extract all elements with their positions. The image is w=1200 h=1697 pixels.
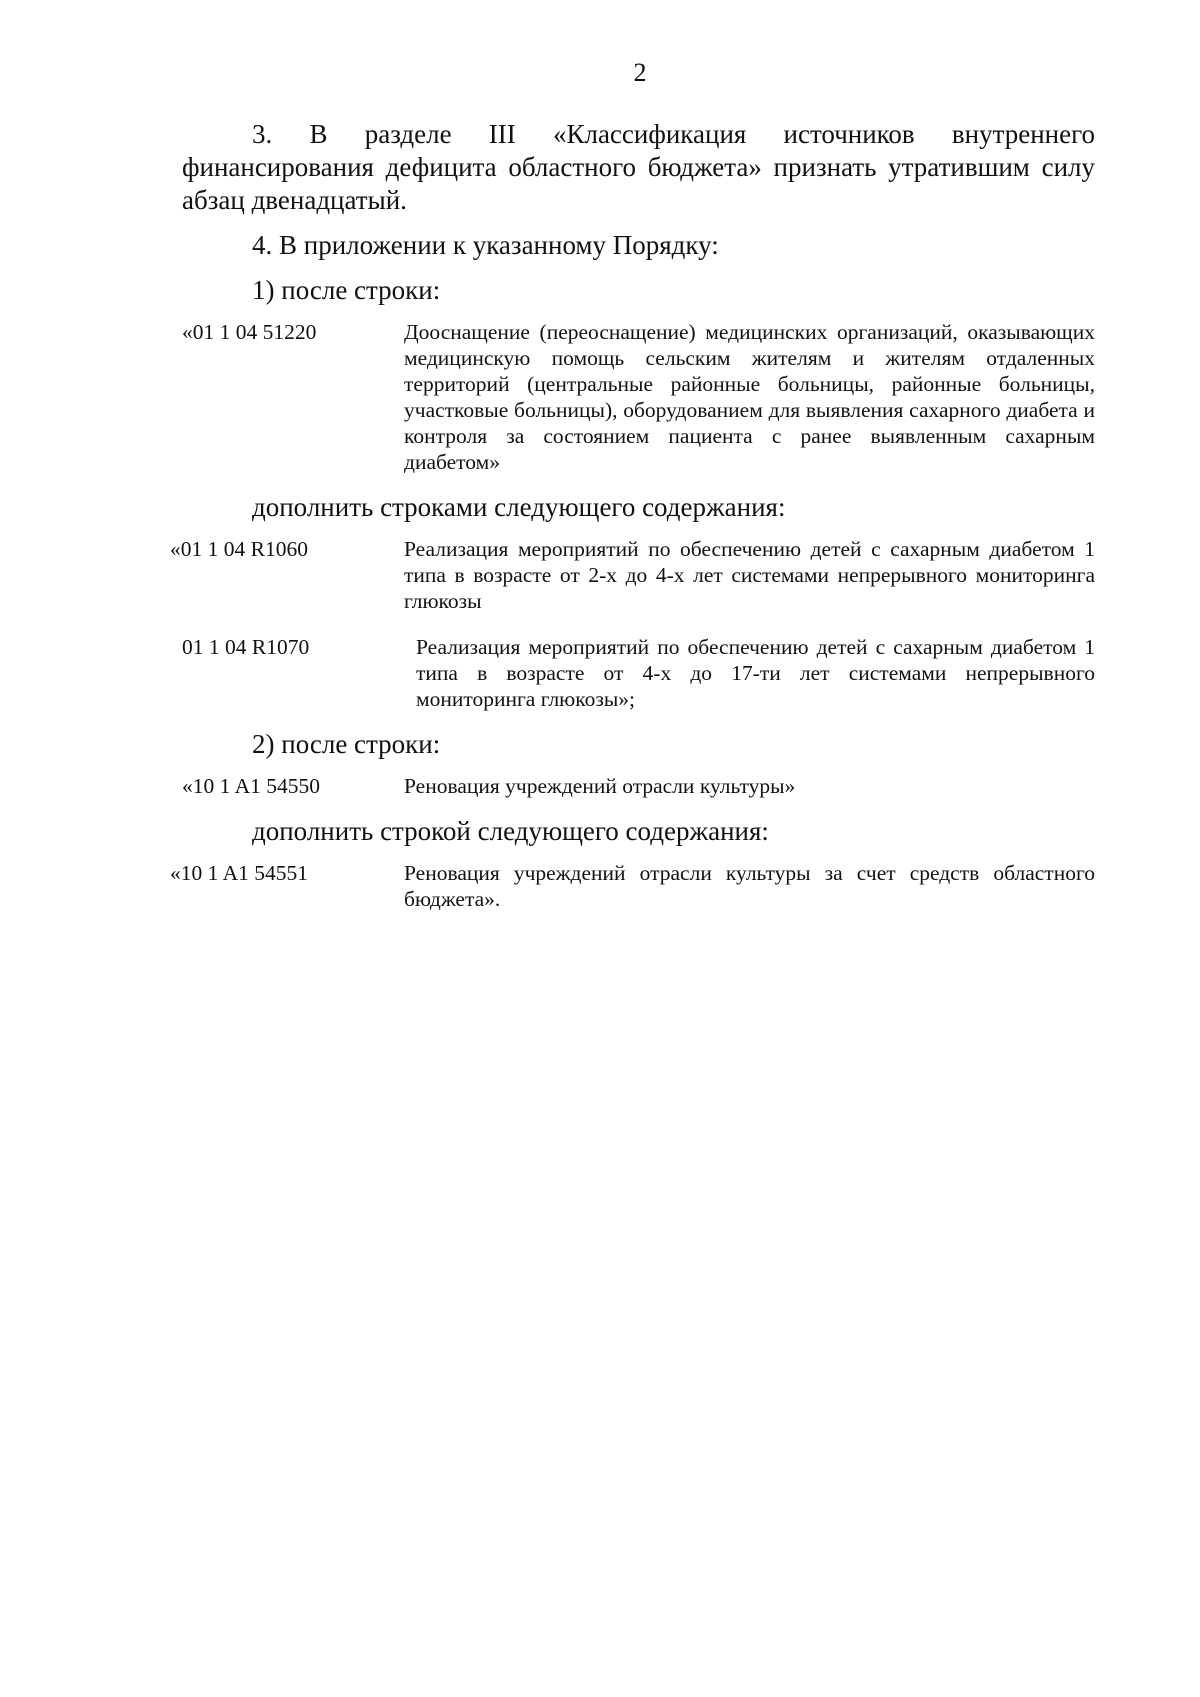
paragraph-4: 4. В приложении к указанному Порядку:: [252, 230, 719, 260]
page-number: 2: [633, 58, 647, 87]
code-row-r1070: [170, 634, 1095, 712]
code-cell: «10 1 A1 54551: [170, 861, 308, 885]
code-cell: «01 1 04 R1060: [170, 537, 308, 561]
code-row-54550: [182, 773, 1095, 799]
paragraph-3: 3. В разделе III «Классификация источников внутреннего финансирования дефицита областного бюджета» признать утратившим силу абзац двенадцатый.: [182, 119, 1095, 215]
description-cell: Реновация учреждений отрасли культуры»: [404, 774, 796, 798]
description-cell: Реализация мероприятий по обеспечению детей с сахарным диабетом 1 типа в возрасте от 4-х до 17-ти лет системами непрерывного мониторинга глюкозы»;: [416, 635, 1095, 711]
description-cell: Реновация учреждений отрасли культуры за счет средств областного бюджета».: [404, 861, 1095, 911]
code-row-51220: [182, 319, 1095, 475]
description-cell: Дооснащение (переоснащение) медицинских организаций, оказывающих медицинскую помощь сельским жителям и жителям отдаленных территорий (центральные районные больницы, районные больницы, участковые больницы), оборудованием для выявления сахарного диабета и контроля за состоянием пациента с ранее выявленным сахарным диабетом»: [404, 320, 1095, 474]
code-cell: «10 1 A1 54550: [182, 774, 320, 798]
item-1-heading: 1) после строки:: [252, 275, 441, 305]
description-cell: Реализация мероприятий по обеспечению детей с сахарным диабетом 1 типа в возрасте от 2-х до 4-х лет системами непрерывного мониторинга глюкозы: [404, 537, 1095, 613]
supplement-row-heading: дополнить строкой следующего содержания:: [252, 816, 769, 846]
item-2-heading: 2) после строки:: [252, 729, 441, 759]
code-row-54551: [170, 860, 1095, 912]
code-cell: 01 1 04 R1070: [182, 635, 310, 659]
supplement-rows-heading: дополнить строками следующего содержания:: [252, 492, 786, 522]
code-row-r1060: [170, 536, 1095, 614]
code-cell: «01 1 04 51220: [182, 320, 317, 344]
document-body: [170, 118, 1095, 912]
